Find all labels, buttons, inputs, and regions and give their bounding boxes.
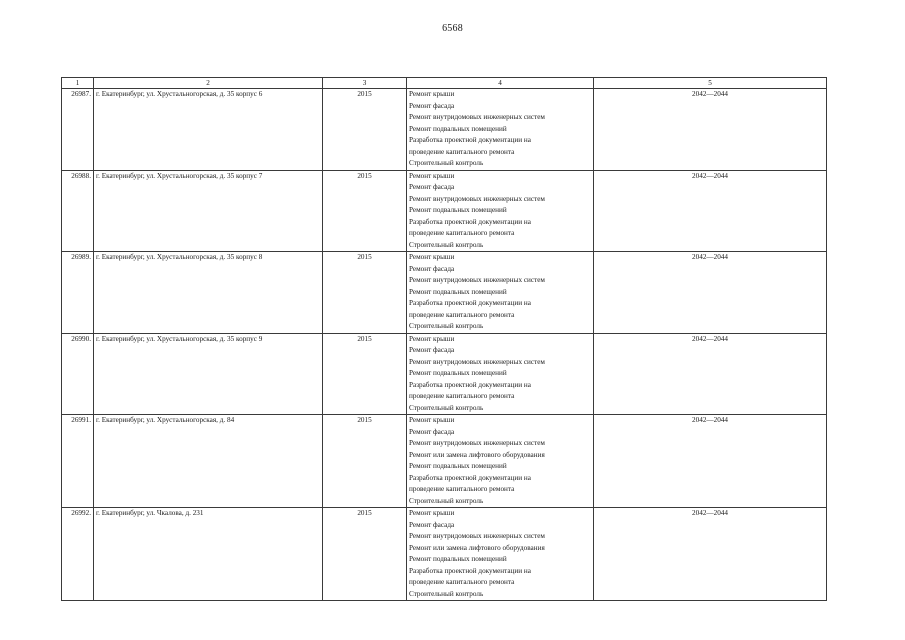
row-works-list: [407, 333, 594, 415]
row-address: г. Екатеринбург, ул. Хрустальногорская, д. 35 корпус 8: [94, 252, 323, 334]
work-item: Разработка проектной документации на: [409, 299, 531, 307]
work-item: Ремонт подвальных помещений: [409, 369, 507, 377]
work-item: Ремонт подвальных помещений: [409, 124, 507, 133]
row-number: 26992.: [62, 508, 94, 601]
row-period: 2042—2044: [594, 508, 827, 601]
row-year: 2015: [323, 508, 407, 601]
row-period: 2042—2044: [594, 415, 827, 508]
work-item: Разработка проектной документации на: [409, 473, 531, 482]
work-item: Ремонт подвальных помещений: [409, 206, 507, 214]
work-item: проведение капитального ремонта: [409, 485, 515, 493]
row-period: 2042—2044: [594, 170, 827, 252]
row-period: 2042—2044: [594, 252, 827, 334]
row-works-list: [407, 170, 594, 252]
work-item: Ремонт крыши: [409, 416, 455, 424]
header-col-3: 3: [323, 78, 407, 89]
work-item: Ремонт фасада: [409, 101, 455, 110]
work-item: проведение капитального ремонта: [409, 310, 515, 319]
row-number: 26987.: [62, 89, 94, 171]
work-item: Разработка проектной документации на: [409, 380, 531, 389]
table-body: [62, 89, 827, 601]
row-year: 2015: [323, 333, 407, 415]
row-works-list: [407, 89, 594, 171]
table-row: [62, 415, 827, 508]
work-item: Ремонт фасада: [409, 427, 455, 436]
row-address: г. Екатеринбург, ул. Чкалова, д. 231: [94, 508, 323, 601]
work-item: Ремонт крыши: [409, 509, 455, 517]
work-item: Ремонт или замена лифтового оборудования: [409, 450, 545, 459]
header-col-1: 1: [62, 78, 94, 89]
work-item: Разработка проектной документации на: [409, 136, 531, 144]
work-item: Ремонт внутридомовых инженерных систем: [409, 357, 545, 366]
work-item: Строительный контроль: [409, 589, 484, 598]
table-row: [62, 333, 827, 415]
work-item: Ремонт или замена лифтового оборудования: [409, 543, 545, 552]
work-item: проведение капитального ремонта: [409, 147, 515, 156]
work-item: проведение капитального ремонта: [409, 578, 515, 586]
work-item: Строительный контроль: [409, 496, 484, 505]
work-item: Ремонт крыши: [409, 253, 455, 261]
work-item: Ремонт крыши: [409, 171, 455, 180]
page-number: 6568: [442, 23, 463, 34]
table-row: [62, 170, 827, 252]
work-item: Разработка проектной документации на: [409, 566, 531, 575]
work-item: Ремонт фасада: [409, 346, 455, 354]
row-number: 26989.: [62, 252, 94, 334]
work-item: Ремонт внутридомовых инженерных систем: [409, 439, 545, 447]
table-row: [62, 89, 827, 171]
row-address: г. Екатеринбург, ул. Хрустальногорская, д. 35 корпус 6: [94, 89, 323, 171]
work-item: Ремонт внутридомовых инженерных систем: [409, 113, 545, 121]
header-col-2: 2: [94, 78, 323, 89]
header-row: [62, 78, 827, 89]
table-row: [62, 508, 827, 601]
work-item: Ремонт внутридомовых инженерных систем: [409, 194, 545, 203]
work-item: Ремонт подвальных помещений: [409, 462, 507, 470]
row-works-list: [407, 508, 594, 601]
work-item: Ремонт фасада: [409, 520, 455, 529]
header-col-5: 5: [594, 78, 827, 89]
work-item: Ремонт подвальных помещений: [409, 287, 507, 296]
work-item: Ремонт фасада: [409, 183, 455, 191]
row-period: 2042—2044: [594, 89, 827, 171]
capital-repair-table: [61, 77, 827, 601]
work-item: Строительный контроль: [409, 240, 484, 249]
row-address: г. Екатеринбург, ул. Хрустальногорская, д. 35 корпус 7: [94, 170, 323, 252]
row-address: г. Екатеринбург, ул. Хрустальногорская, д. 35 корпус 9: [94, 333, 323, 415]
row-period: 2042—2044: [594, 333, 827, 415]
work-item: Строительный контроль: [409, 403, 484, 412]
work-item: Строительный контроль: [409, 322, 484, 330]
work-item: проведение капитального ремонта: [409, 392, 515, 400]
work-item: проведение капитального ремонта: [409, 229, 515, 237]
row-number: 26990.: [62, 333, 94, 415]
row-number: 26988.: [62, 170, 94, 252]
row-year: 2015: [323, 252, 407, 334]
work-item: Ремонт внутридомовых инженерных систем: [409, 276, 545, 284]
table-row: [62, 252, 827, 334]
row-works-list: [407, 252, 594, 334]
row-year: 2015: [323, 170, 407, 252]
work-item: Ремонт внутридомовых инженерных систем: [409, 532, 545, 540]
work-item: Разработка проектной документации на: [409, 217, 531, 226]
row-number: 26991.: [62, 415, 94, 508]
work-item: Строительный контроль: [409, 159, 484, 167]
work-item: Ремонт крыши: [409, 334, 455, 343]
row-address: г. Екатеринбург, ул. Хрустальногорская, д. 84: [94, 415, 323, 508]
row-works-list: [407, 415, 594, 508]
work-item: Ремонт подвальных помещений: [409, 555, 507, 563]
row-year: 2015: [323, 415, 407, 508]
row-year: 2015: [323, 89, 407, 171]
header-col-4: 4: [407, 78, 594, 89]
work-item: Ремонт крыши: [409, 90, 455, 98]
work-item: Ремонт фасада: [409, 264, 455, 273]
